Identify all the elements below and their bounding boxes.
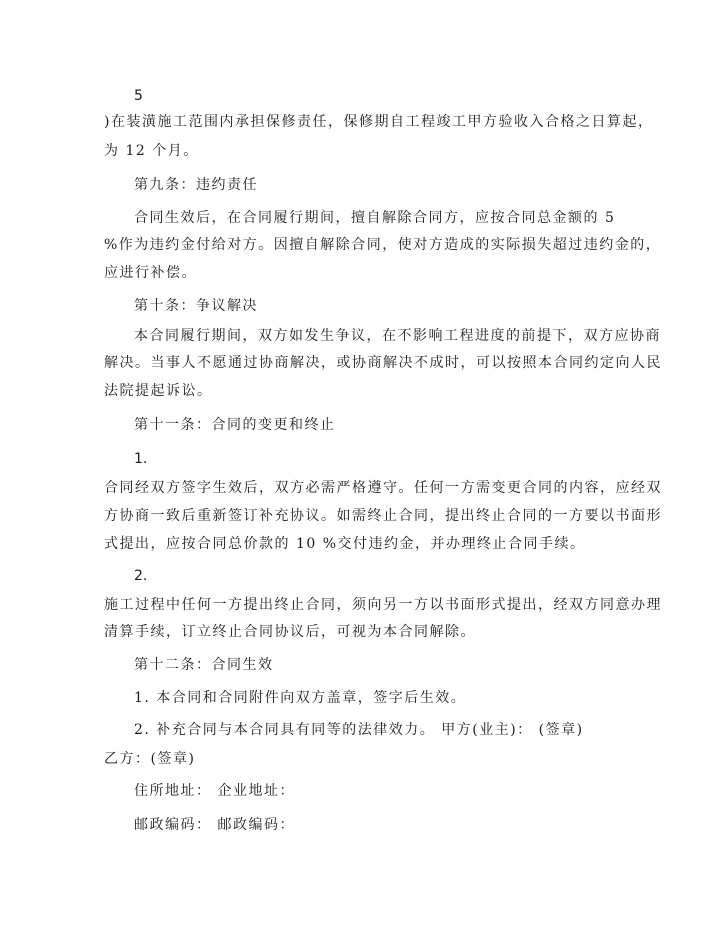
- address-line: 住所地址： 企业地址：: [134, 783, 295, 799]
- section-heading: 第十二条：合同生效: [134, 657, 274, 673]
- paragraph-line: 解决。当事人不愿通过协商解决，或协商解决不成时，可以按照本合同约定向人民: [104, 355, 662, 371]
- paragraph-line: 本合同履行期间，双方如发生争议，在不影响工程进度的前提下，双方应协商: [134, 328, 661, 344]
- list-number: 1.: [134, 451, 148, 467]
- list-number: 2.: [134, 568, 148, 584]
- postcode-line: 邮政编码： 邮政编码：: [134, 817, 295, 833]
- paragraph-line: 法院提起诉讼。: [104, 383, 213, 399]
- section-heading: 第十条：争议解决: [134, 298, 258, 314]
- section-heading: 第九条：违约责任: [134, 177, 258, 193]
- paragraph-line: 式提出，应按合同总价款的 10 %交付违约金，并办理终止合同手续。: [104, 536, 586, 552]
- paragraph-line: %作为违约金付给对方。因擅自解除合同，使对方造成的实际损失超过违约金的，: [104, 237, 662, 253]
- section-heading: 第十一条：合同的变更和终止: [134, 417, 336, 433]
- paragraph-line: 清算手续，订立终止合同协议后，可视为本合同解除。: [104, 624, 476, 640]
- signature-line: 乙方：(签章): [104, 751, 196, 767]
- paragraph-line: 合同经双方签字生效后，双方必需严格遵守。任何一方需变更合同的内容，应经双: [104, 480, 662, 496]
- paragraph-line: 应进行补偿。: [104, 265, 197, 281]
- list-item: 1. 本合同和合同附件向双方盖章，签字后生效。: [134, 690, 467, 706]
- paragraph-line: 为 12 个月。: [104, 143, 199, 159]
- page-fragment-number: 5: [134, 88, 143, 104]
- paragraph-line: 合同生效后，在合同履行期间，擅自解除合同方，应按合同总金额的 5: [134, 210, 616, 226]
- list-item: 2. 补充合同与本合同具有同等的法律效力。 甲方(业主)： (签章): [134, 722, 584, 738]
- paragraph-line: )在装潢施工范围内承担保修责任，保修期自工程竣工甲方验收入合格之日算起，: [104, 114, 654, 130]
- paragraph-line: 方协商一致后重新签订补充协议。如需终止合同，提出终止合同的一方要以书面形: [104, 508, 662, 524]
- paragraph-line: 施工过程中任何一方提出终止合同，须向另一方以书面形式提出，经双方同意办理: [104, 597, 662, 613]
